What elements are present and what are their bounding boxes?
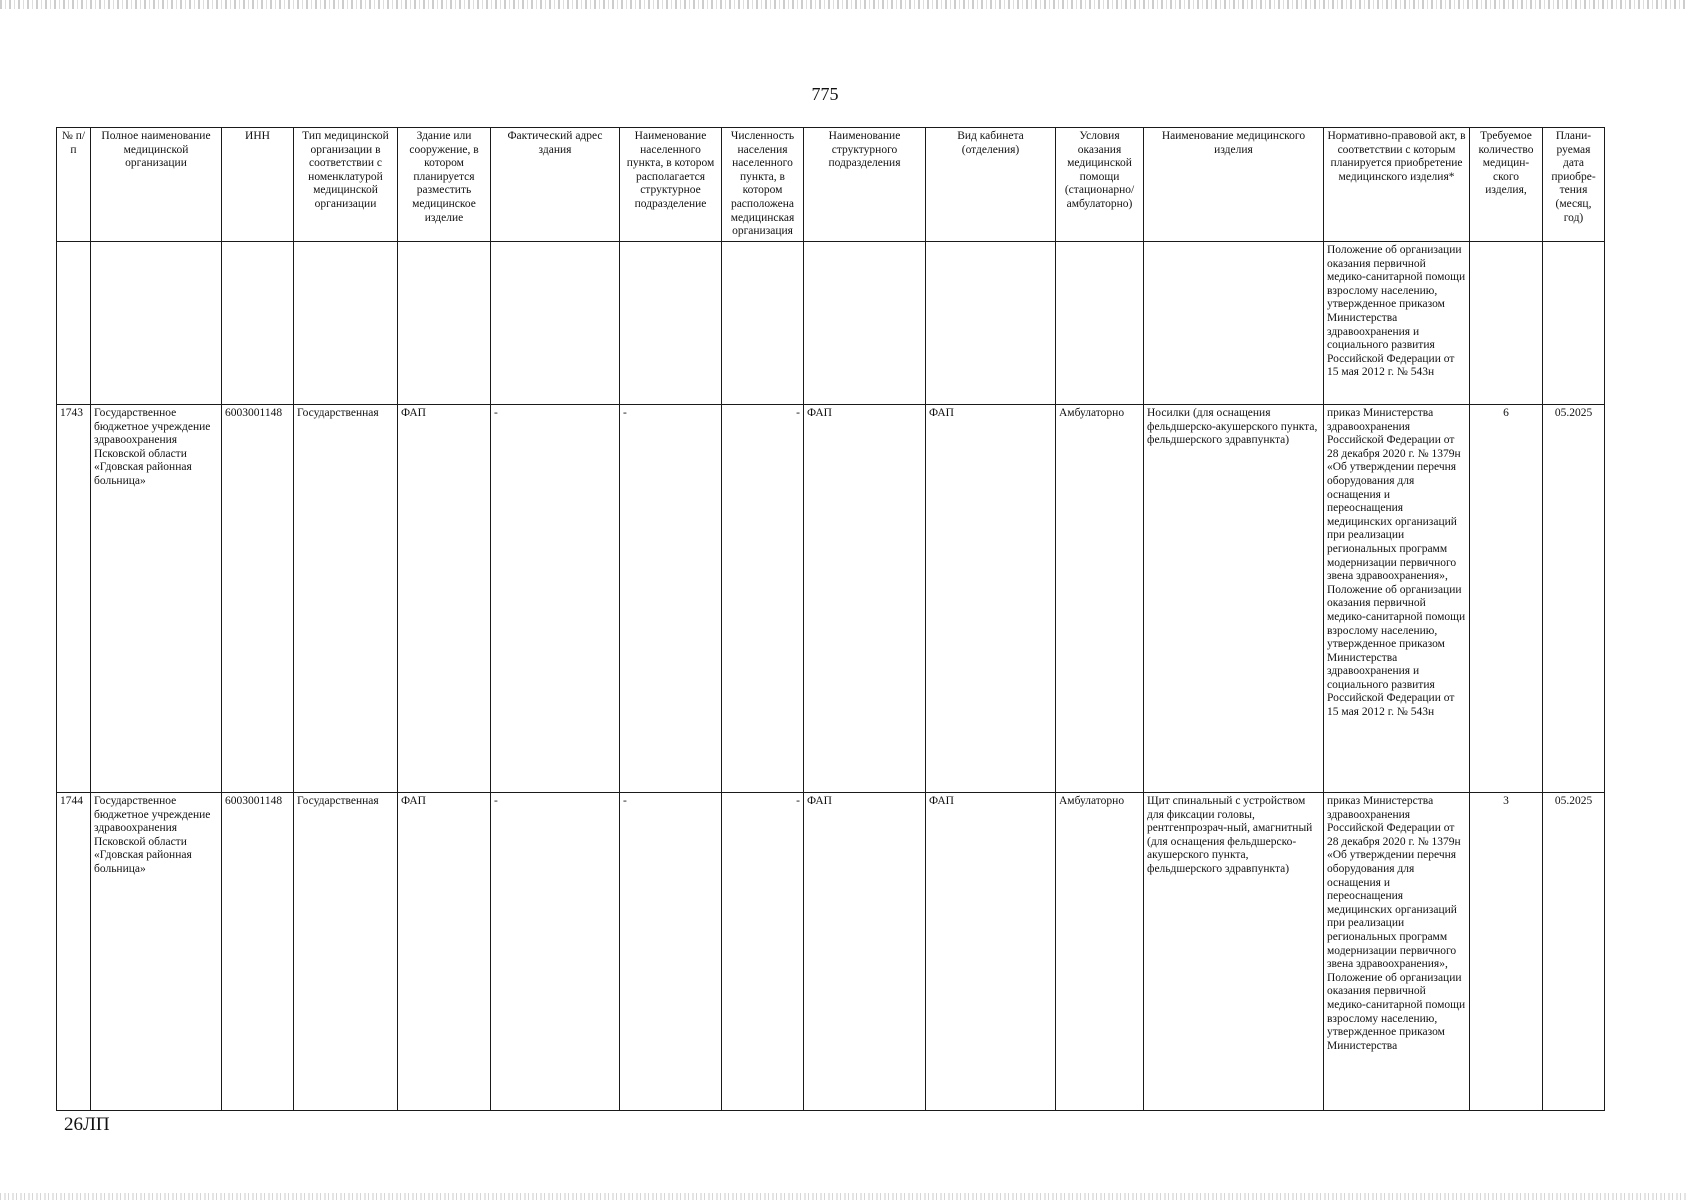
col-header-num: № п/п <box>57 128 91 242</box>
cell-locality: - <box>620 793 722 1111</box>
col-header-device: Наименование медицинского изделия <box>1144 128 1324 242</box>
footer-mark: 26ЛП <box>64 1114 110 1135</box>
cell-num: 1744 <box>57 793 91 1111</box>
scan-noise-bottom <box>0 1193 1686 1200</box>
page-number: 775 <box>811 84 839 104</box>
col-header-legal-act: Нормативно-правовой акт, в соответствии с которым планируется приобретение медицинского изделия* <box>1324 128 1470 242</box>
cell-legal-act: Положение об организации оказания первичной медико-санитарной помощи взрослому населению, утвержденное приказом Министерства здравоохранения и социального развития Российской Федерации от 15 мая 2012 г. № 543н <box>1324 242 1470 405</box>
col-header-date: Плани-руемая дата приобре-тения (месяц, год) <box>1543 128 1605 242</box>
cell-empty <box>491 242 620 405</box>
cell-cabinet: ФАП <box>926 405 1056 793</box>
col-header-address: Фактический адрес здания <box>491 128 620 242</box>
cell-org-type: Государственная <box>294 405 398 793</box>
col-header-org-type: Тип медицинской организации в соответствии с номенклатурой медицинской организации <box>294 128 398 242</box>
col-header-inn: ИНН <box>222 128 294 242</box>
cell-address: - <box>491 405 620 793</box>
cell-empty <box>1056 242 1144 405</box>
cell-locality: - <box>620 405 722 793</box>
table-row <box>57 405 1605 793</box>
cell-org-name: Государственное бюджетное учреждение здравоохранения Псковской области «Гдовская районная больница» <box>91 793 222 1111</box>
scan-noise-top <box>0 0 1686 9</box>
cell-inn: 6003001148 <box>222 793 294 1111</box>
cell-empty <box>91 242 222 405</box>
cell-empty <box>398 242 491 405</box>
cell-building: ФАП <box>398 405 491 793</box>
col-header-division: Наименование структурного подразделения <box>804 128 926 242</box>
cell-legal-act: приказ Министерства здравоохранения Российской Федерации от 28 декабря 2020 г. № 1379н «Об утверждении перечня оборудования для оснащения и переоснащения медицинских организаций при реализации региональных программ модернизации первичного звена здравоохранения», Положение об организации оказания первичной медико-санитарной помощи взрослому населению, утвержденное приказом Министерства <box>1324 793 1470 1111</box>
cell-device: Носилки (для оснащения фельдшерско-акушерского пункта, фельдшерского здравпункта) <box>1144 405 1324 793</box>
cell-empty <box>926 242 1056 405</box>
cell-org-name: Государственное бюджетное учреждение здравоохранения Псковской области «Гдовская районная больница» <box>91 405 222 793</box>
col-header-conditions: Условия оказания медицинской помощи (стационарно/ амбулаторно) <box>1056 128 1144 242</box>
cell-population: - <box>722 793 804 1111</box>
cell-empty <box>1470 242 1543 405</box>
cell-inn: 6003001148 <box>222 405 294 793</box>
medical-devices-table <box>56 127 1605 1111</box>
cell-num: 1743 <box>57 405 91 793</box>
cell-date: 05.2025 <box>1543 405 1605 793</box>
cell-population: - <box>722 405 804 793</box>
cell-division: ФАП <box>804 793 926 1111</box>
cell-empty <box>620 242 722 405</box>
cell-org-type: Государственная <box>294 793 398 1111</box>
col-header-building: Здание или сооружение, в котором планируется разместить медицинское изделие <box>398 128 491 242</box>
cell-conditions: Амбулаторно <box>1056 793 1144 1111</box>
col-header-population: Численность населения населенного пункта, в котором расположена медицинская организация <box>722 128 804 242</box>
table-row-continuation <box>57 242 1605 405</box>
cell-empty <box>222 242 294 405</box>
cell-empty <box>57 242 91 405</box>
cell-quantity: 3 <box>1470 793 1543 1111</box>
cell-date: 05.2025 <box>1543 793 1605 1111</box>
col-header-cabinet: Вид кабинета (отделения) <box>926 128 1056 242</box>
cell-division: ФАП <box>804 405 926 793</box>
col-header-org-name: Полное наименование медицинской организации <box>91 128 222 242</box>
cell-address: - <box>491 793 620 1111</box>
cell-cabinet: ФАП <box>926 793 1056 1111</box>
table-row <box>57 793 1605 1111</box>
col-header-quantity: Требуемое количество медицин-ского изделия, <box>1470 128 1543 242</box>
cell-device: Щит спинальный с устройством для фиксации головы, рентгенпрозрач-ный, амагнитный (для оснащения фельдшерско-акушерского пункта, фельдшерского здравпункта) <box>1144 793 1324 1111</box>
cell-empty <box>1543 242 1605 405</box>
cell-empty <box>294 242 398 405</box>
cell-building: ФАП <box>398 793 491 1111</box>
cell-empty <box>804 242 926 405</box>
cell-conditions: Амбулаторно <box>1056 405 1144 793</box>
col-header-locality: Наименование населенного пункта, в котором располагается структурное подразделение <box>620 128 722 242</box>
cell-empty <box>722 242 804 405</box>
cell-legal-act: приказ Министерства здравоохранения Российской Федерации от 28 декабря 2020 г. № 1379н «Об утверждении перечня оборудования для оснащения и переоснащения медицинских организаций при реализации региональных программ модернизации первичного звена здравоохранения», Положение об организации оказания первичной медико-санитарной помощи взрослому населению, утвержденное приказом Министерства здравоохранения и социального развития Российской Федерации от 15 мая 2012 г. № 543н <box>1324 405 1470 793</box>
table-header-row <box>57 128 1605 242</box>
cell-quantity: 6 <box>1470 405 1543 793</box>
cell-empty <box>1144 242 1324 405</box>
